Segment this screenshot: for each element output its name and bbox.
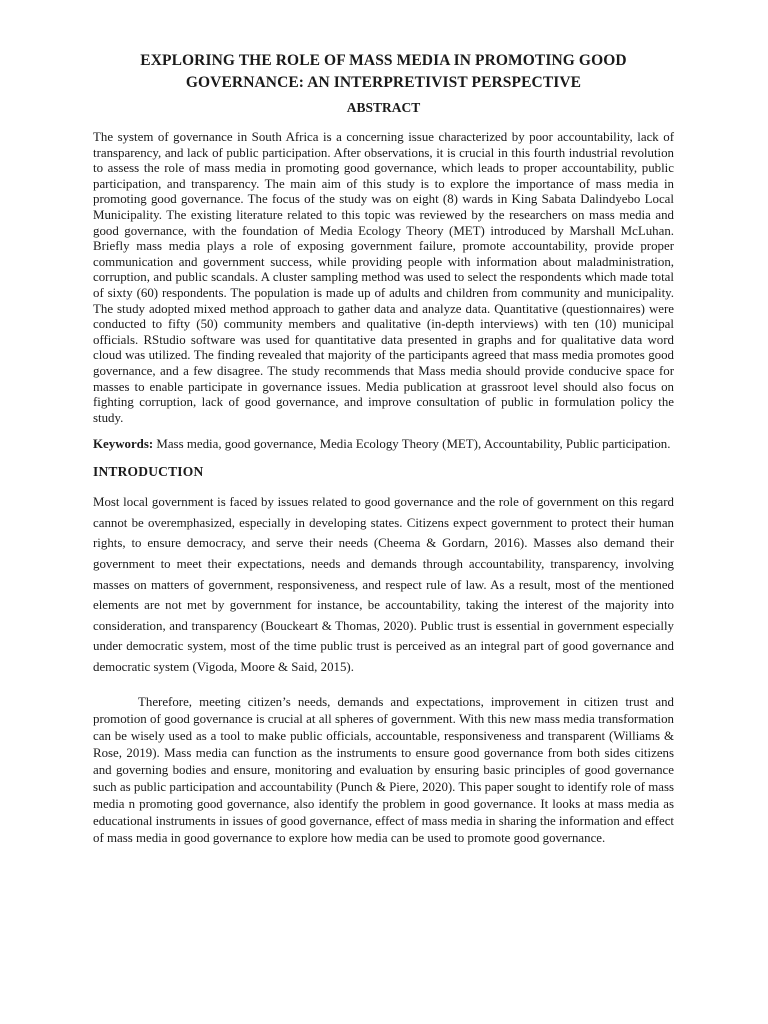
intro-paragraph-2: Therefore, meeting citizen’s needs, demands and expectations, improvement in citizen trust and promotion of good governance is crucial at all spheres of government. With this new mass media transformation can be wisely used as a tool to make public officials, accountable, responsiveness and transparent (Williams & Rose, 2019). Mass media can function as the instruments to ensure good governance from both sides citizens and governing bodies and ensure, monitoring and evaluation by ensuring basic principles of good governance such as public participation and accountability (Punch & Piere, 2020). This paper sought to identify role of mass media n promoting good governance, also identify the problem in good governance. It looks at mass media as educational instruments in issues of good governance, effect of mass media in sharing the information and effect of mass media in good governance to explore how media can be used to promote good governance. [93,694,674,845]
keywords-text: Mass media, good governance, Media Ecology Theory (MET), Accountability, Public participation. [153,437,671,452]
abstract-paragraph: The system of governance in South Africa is a concerning issue characterized by poor accountability, lack of transparency, and lack of public participation. After observations, it is crucial in this fourth industrial revolution to assess the role of mass media in promoting good governance, which leads to proper accountability, public participation, and transparency. The main aim of this study is to explore the importance of mass media in promoting good governance. The focus of the study was on eight (8) wards in King Sabata Dalindyebo Local Municipality. The existing literature related to this topic was reviewed by the researchers on mass media and good governance, with the foundation of Media Ecology Theory (MET) introduced by Marshall McLuhan. Briefly mass media plays a role of exposing government failure, promote accountability, provide proper communication and government success, while providing people with information about maladministration, corruption, and public scandals. A cluster sampling method was used to select the respondents which made total of sixty (60) respondents. The population is made up of adults and children from community and municipality. The study adopted mixed method approach to gather data and analyze data. Quantitative (questionnaires) were conducted to fifty (50) community members and qualitative (in-depth interviews) with ten (10) municipal officials. RStudio software was used for quantitative data presented in graphs and for qualitative data word cloud was utilized. The finding revealed that majority of the participants agreed that mass media promotes good governance, and a few disagree. The study recommends that Mass media should provide conducive space for masses to enable participate in governance issues. Media publication at grassroot level should also focus on fighting corruption, lack of good governance, and improve consultation of public in formulation policy the study. [93,130,674,425]
paper-title: EXPLORING THE ROLE OF MASS MEDIA IN PROMOTING GOOD GOVERNANCE: AN INTERPRETIVIST PERSPECTIVE [140,52,627,91]
keywords-label: Keywords: [93,437,154,452]
introduction-heading: INTRODUCTION [93,464,204,480]
keywords-line [93,433,674,455]
intro-paragraph-1: Most local government is faced by issues related to good governance and the role of government on this regard cannot be overemphasized, especially in developing states. Citizens expect government to protect their human rights, to ensure democracy, and serve their needs (Cheema & Gordarn, 2016). Masses also demand their government to meet their expectations, needs and demands through accountability, transparency, involving masses on matters of government, responsiveness, and respect rule of law. As a result, most of the mentioned elements are not met by government for instance, be accountability, taking the interest of the majority into consideration, and transparency (Bouckeart & Thomas, 2020). Public trust is essential in government especially under democratic system, most of the time public trust is perceived as an integral part of good governance and democratic system (Vigoda, Moore & Said, 2015). [93,495,674,675]
paper-page [93,50,674,847]
abstract-heading: ABSTRACT [346,100,421,115]
